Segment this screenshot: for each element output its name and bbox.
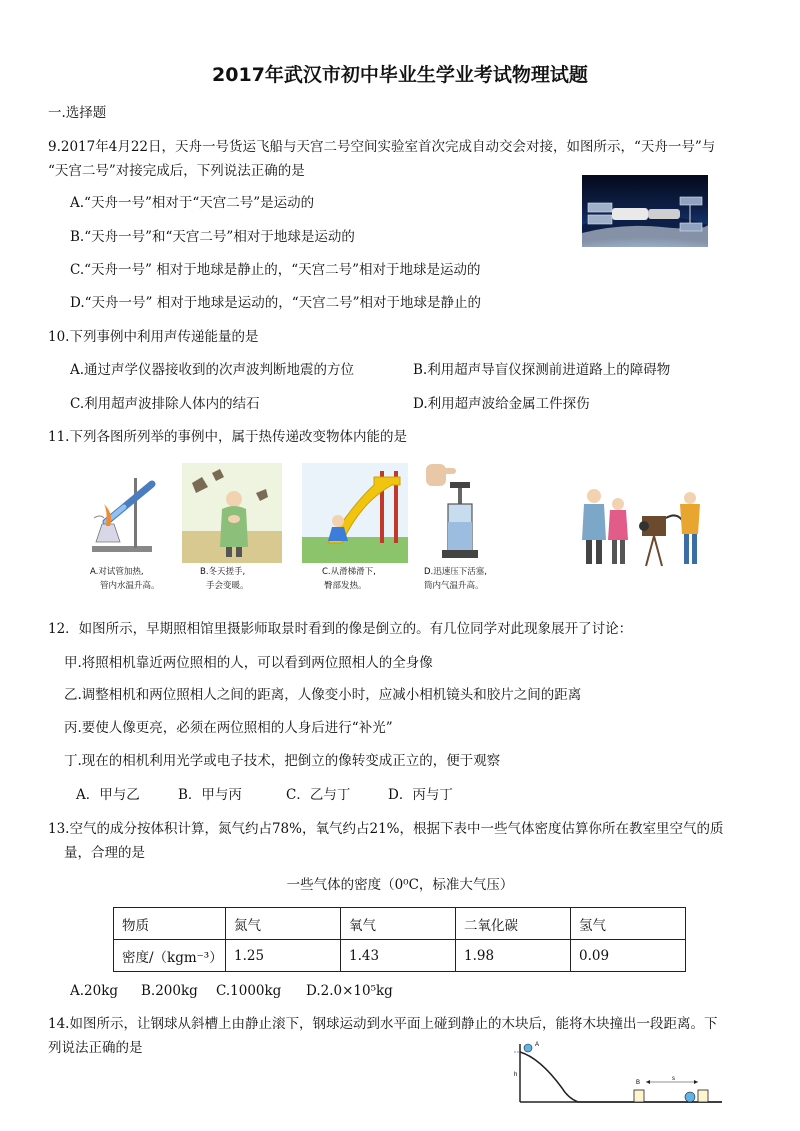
table-header-cell: 二氧化碳: [456, 908, 571, 940]
table-header-cell: 氢气: [571, 908, 686, 940]
q13-option-a: A.20kg: [70, 983, 119, 999]
q14-stem-line1: 14.如图所示，让钢球从斜槽上由静止滚下，钢球运动到水平面上碰到静止的木块后，能将木块撞出一段距离。下: [48, 1016, 718, 1032]
q10-stem: 10.下列事例中利用声传递能量的是: [48, 329, 259, 345]
q9-option-c: C.“天舟一号” 相对于地球是静止的，“天宫二号”相对于地球是运动的: [70, 262, 481, 278]
q12-option-b: B．甲与丙: [178, 787, 242, 803]
table-row: [114, 940, 686, 972]
table-cell: 密度/（kgm⁻³）: [114, 940, 226, 972]
q13-option-c: C.1000kg: [216, 983, 282, 999]
q9-option-a: A.“天舟一号”相对于“天宫二号”是运动的: [70, 195, 315, 211]
q11-caption-b-line2: 手会变暖。: [206, 581, 249, 591]
q12-option-d: D．丙与丁: [388, 787, 453, 803]
q10-option-b: B.利用超声导盲仪探测前进道路上的障碍物: [413, 362, 671, 378]
ball-label: A: [535, 1042, 540, 1048]
spacecraft-photo: [582, 175, 708, 247]
table-cell: 0.09: [571, 940, 686, 972]
q11-caption-d-line2: 筒内气温升高。: [424, 581, 484, 591]
q9-stem-line2: “天宫二号”对接完成后，下列说法正确的是: [48, 163, 305, 179]
q12-statement-bing: 丙.要使人像更亮，必须在两位照相的人身后进行“补光”: [64, 720, 393, 736]
q11-caption-a-line2: 管内水温升高。: [100, 581, 160, 591]
height-label: h: [514, 1072, 518, 1078]
q9-stem-line1: 9.2017年4月22日，天舟一号货运飞船与天宫二号空间实验室首次完成自动交会对接，如图所示，“天舟一号”与: [48, 139, 716, 155]
q11-stem: 11.下列各图所列举的事例中，属于热传递改变物体内能的是: [48, 429, 407, 445]
q11-figure-d-piston: [420, 460, 500, 564]
q12-statement-jia: 甲.将照相机靠近两位照相的人，可以看到两位照相人的全身像: [64, 655, 433, 671]
q12-option-c: C．乙与丁: [286, 787, 351, 803]
distance-label: s: [672, 1076, 675, 1082]
q13-option-d: D.2.0×10⁵kg: [306, 983, 393, 999]
q11-caption-b-line1: B.冬天搓手,: [200, 567, 246, 577]
q13-stem-line2: 量，合理的是: [64, 845, 145, 861]
q14-incline-figure: [506, 1038, 728, 1108]
page-title: 2017年武汉市初中毕业生学业考试物理试题: [212, 64, 588, 86]
table-cell: 1.25: [226, 940, 341, 972]
q12-statement-ding: 丁.现在的相机利用光学或电子技术，把倒立的像转变成正立的，便于观察: [64, 753, 501, 769]
q10-option-a: A.通过声学仪器接收到的次声波判断地震的方位: [70, 362, 355, 378]
q9-option-d: D.“天舟一号” 相对于地球是运动的，“天宫二号”相对于地球是静止的: [70, 295, 482, 311]
q13-stem-line1: 13.空气的成分按体积计算，氮气约占78%，氧气约占21%，根据下表中一些气体密度估算你所在教室里空气的质: [48, 821, 724, 837]
table-cell: 1.43: [341, 940, 456, 972]
table-cell: 1.98: [456, 940, 571, 972]
table-header-cell: 氮气: [226, 908, 341, 940]
q10-option-d: D.利用超声波给金属工件探伤: [413, 396, 590, 412]
q11-caption-a-line1: A.对试管加热,: [90, 567, 144, 577]
q10-option-c: C.利用超声波排除人体内的结石: [70, 396, 260, 412]
q14-stem-line2: 列说法正确的是: [48, 1040, 143, 1056]
q13-option-b: B.200kg: [141, 983, 198, 999]
q11-caption-d-line1: D.迅速压下活塞,: [424, 567, 487, 577]
density-table: [113, 907, 686, 972]
q12-photographer-figure: [578, 486, 708, 568]
section-heading: 一.选择题: [48, 105, 107, 121]
q12-option-a: A．甲与乙: [76, 787, 140, 803]
table-row: [114, 908, 686, 940]
q12-stem: 12．如图所示，早期照相馆里摄影师取景时看到的像是倒立的。有几位同学对此现象展开了讨论：: [48, 621, 633, 637]
block-label: B: [636, 1080, 641, 1086]
q9-option-b: B.“天舟一号”和“天宫二号”相对于地球是运动的: [70, 229, 355, 245]
table-header-cell: 物质: [114, 908, 226, 940]
density-table-caption: 一些气体的密度（0⁰C，标准大气压）: [286, 877, 514, 893]
q11-figure-c-slide: [302, 463, 408, 563]
q12-statement-yi: 乙.调整相机和两位照相人之间的距离，人像变小时，应减小相机镜头和胶片之间的距离: [64, 687, 582, 703]
q11-caption-c-line2: 臀部发热。: [324, 581, 367, 591]
q11-caption-c-line1: C.从滑梯滑下,: [322, 567, 376, 577]
table-header-cell: 氧气: [341, 908, 456, 940]
